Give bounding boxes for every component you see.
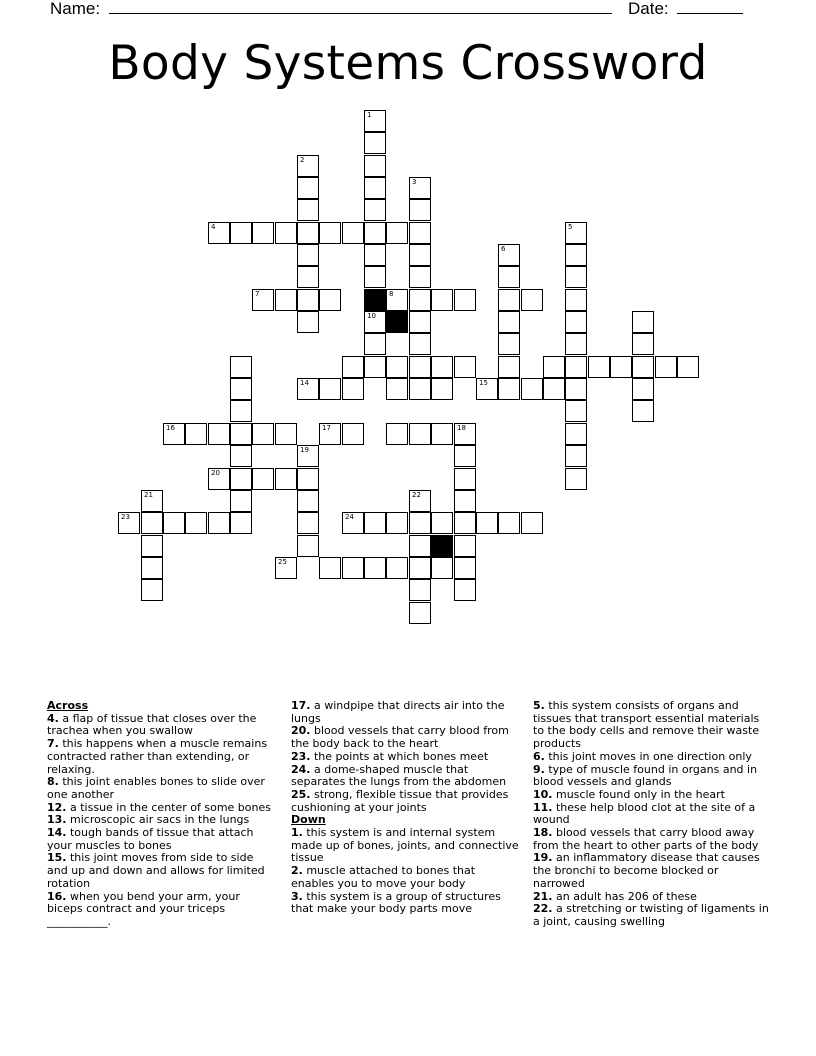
clue-item: [291, 725, 521, 750]
grid-cell[interactable]: [319, 289, 341, 311]
clue-item-text: this system is and internal system made up of bones, joints, and connective tissue: [291, 826, 519, 865]
grid-cell[interactable]: [655, 356, 677, 378]
clue-item-text: this joint moves from side to side and up and down and allows for limited rotation: [47, 851, 265, 890]
grid-cell[interactable]: [632, 356, 654, 378]
page-title: Body Systems Crossword: [108, 36, 708, 91]
grid-cell[interactable]: [431, 356, 453, 378]
grid-cell[interactable]: [230, 445, 252, 467]
grid-cell[interactable]: [141, 535, 163, 557]
clue-item-text: an inflammatory disease that causes the bronchi to become blocked or narrowed: [533, 851, 760, 890]
grid-cell[interactable]: [431, 423, 453, 445]
clue-item: [291, 891, 521, 916]
clue-item-text: blood vessels that carry blood from the body back to the heart: [291, 724, 509, 751]
grid-cell[interactable]: [364, 311, 386, 333]
grid-cell[interactable]: [297, 199, 319, 221]
grid-cell[interactable]: [565, 378, 587, 400]
clue-item-number: 15.: [47, 851, 67, 865]
grid-cell[interactable]: [297, 490, 319, 512]
grid-cell[interactable]: [476, 378, 498, 400]
grid-cell[interactable]: [297, 155, 319, 177]
grid-cell[interactable]: [454, 557, 476, 579]
grid-cell[interactable]: [565, 266, 587, 288]
clues-column-middle: [291, 700, 521, 916]
grid-cell[interactable]: [386, 378, 408, 400]
grid-cell[interactable]: [454, 512, 476, 534]
clue-item-text: an adult has 206 of these: [552, 889, 697, 903]
clue-item-number: 23.: [291, 749, 311, 763]
grid-cell[interactable]: [543, 356, 565, 378]
grid-cell[interactable]: [409, 244, 431, 266]
clue-item-number: 18.: [533, 826, 553, 840]
grid-cell[interactable]: [230, 468, 252, 490]
grid-cell[interactable]: [454, 423, 476, 445]
grid-cell[interactable]: [565, 222, 587, 244]
grid-cell[interactable]: [409, 378, 431, 400]
clue-item: [47, 776, 277, 801]
clue-number: 24: [345, 513, 354, 521]
grid-cell[interactable]: [141, 512, 163, 534]
grid-cell[interactable]: [230, 222, 252, 244]
grid-cell[interactable]: [252, 222, 274, 244]
grid-block: [364, 289, 386, 311]
grid-cell[interactable]: [565, 289, 587, 311]
clue-item-number: 21.: [533, 889, 553, 903]
clue-item-text: this happens when a muscle remains contracted rather than extending, or relaxing.: [47, 737, 268, 776]
clue-item-number: 6.: [533, 749, 545, 763]
grid-cell[interactable]: [342, 222, 364, 244]
grid-cell[interactable]: [297, 378, 319, 400]
grid-cell[interactable]: [409, 266, 431, 288]
grid-cell[interactable]: [431, 289, 453, 311]
grid-cell[interactable]: [454, 356, 476, 378]
grid-cell[interactable]: [632, 311, 654, 333]
grid-cell[interactable]: [141, 490, 163, 512]
grid-cell[interactable]: [386, 289, 408, 311]
clue-number: 23: [121, 513, 130, 521]
clue-number: 22: [412, 491, 421, 499]
grid-cell[interactable]: [252, 423, 274, 445]
clue-number: 10: [367, 312, 376, 320]
grid-block: [386, 311, 408, 333]
grid-cell[interactable]: [230, 512, 252, 534]
grid-cell[interactable]: [409, 289, 431, 311]
grid-cell[interactable]: [364, 266, 386, 288]
grid-cell[interactable]: [252, 468, 274, 490]
grid-cell[interactable]: [409, 222, 431, 244]
clue-item-text: a windpipe that directs air into the lungs: [291, 699, 505, 725]
clue-item-number: 9.: [533, 762, 545, 776]
grid-cell[interactable]: [409, 199, 431, 221]
clue-item: [533, 827, 773, 852]
grid-cell[interactable]: [632, 378, 654, 400]
grid-cell[interactable]: [386, 222, 408, 244]
grid-cell[interactable]: [230, 378, 252, 400]
clue-item: [291, 764, 521, 789]
grid-cell[interactable]: [364, 222, 386, 244]
grid-cell[interactable]: [498, 378, 520, 400]
clue-number: 15: [479, 379, 488, 387]
clue-item-number: 13.: [47, 813, 67, 827]
clue-number: 3: [412, 178, 417, 186]
grid-cell[interactable]: [230, 423, 252, 445]
grid-cell[interactable]: [141, 579, 163, 601]
grid-cell[interactable]: [185, 512, 207, 534]
grid-cell[interactable]: [364, 356, 386, 378]
clue-number: 4: [211, 223, 216, 231]
grid-cell[interactable]: [521, 378, 543, 400]
clue-item: [47, 713, 277, 738]
grid-cell[interactable]: [342, 423, 364, 445]
grid-cell[interactable]: [364, 512, 386, 534]
clue-item: [47, 827, 277, 852]
name-label: Name:: [50, 0, 101, 18]
clue-item-text: a tissue in the center of some bones: [66, 800, 271, 814]
grid-cell[interactable]: [565, 445, 587, 467]
clue-item: [533, 802, 773, 827]
grid-cell[interactable]: [163, 512, 185, 534]
date-label: Date:: [628, 0, 669, 18]
grid-cell[interactable]: [409, 557, 431, 579]
grid-cell[interactable]: [386, 557, 408, 579]
clue-item-text: microscopic air sacs in the lungs: [66, 813, 250, 827]
grid-cell[interactable]: [632, 400, 654, 422]
grid-cell[interactable]: [409, 512, 431, 534]
clue-item: [533, 764, 773, 789]
grid-cell[interactable]: [498, 512, 520, 534]
clue-item: [291, 827, 521, 865]
grid-cell[interactable]: [342, 378, 364, 400]
grid-cell[interactable]: [521, 512, 543, 534]
grid-cell[interactable]: [275, 222, 297, 244]
grid-cell[interactable]: [431, 512, 453, 534]
grid-cell[interactable]: [677, 356, 699, 378]
clue-item: [47, 852, 277, 890]
clue-item-text: the points at which bones meet: [310, 749, 489, 763]
grid-cell[interactable]: [454, 445, 476, 467]
clue-item-number: 25.: [291, 787, 311, 801]
clue-number: 1: [367, 111, 372, 119]
clue-item-number: 17.: [291, 699, 311, 712]
clue-number: 17: [322, 424, 331, 432]
clue-number: 21: [144, 491, 153, 499]
clue-item-number: 1.: [291, 826, 303, 840]
grid-cell[interactable]: [565, 423, 587, 445]
grid-cell[interactable]: [409, 535, 431, 557]
clue-number: 18: [457, 424, 466, 432]
grid-cell[interactable]: [454, 490, 476, 512]
grid-cell[interactable]: [364, 199, 386, 221]
grid-cell[interactable]: [275, 468, 297, 490]
grid-cell[interactable]: [230, 490, 252, 512]
clue-item-text: these help blood clot at the site of a wound: [533, 800, 756, 827]
name-line[interactable]: [109, 0, 612, 14]
name-field[interactable]: [50, 0, 612, 20]
grid-cell[interactable]: [431, 378, 453, 400]
clue-item-number: 7.: [47, 737, 59, 751]
grid-cell[interactable]: [431, 557, 453, 579]
grid-cell[interactable]: [364, 244, 386, 266]
clue-number: 2: [300, 156, 305, 164]
grid-cell[interactable]: [297, 535, 319, 557]
grid-cell[interactable]: [297, 289, 319, 311]
grid-cell[interactable]: [386, 356, 408, 378]
grid-cell[interactable]: [208, 222, 230, 244]
grid-cell[interactable]: [275, 423, 297, 445]
grid-cell[interactable]: [297, 266, 319, 288]
grid-cell[interactable]: [543, 378, 565, 400]
clues-column-across: [47, 700, 277, 929]
grid-cell[interactable]: [230, 356, 252, 378]
clue-item-number: 3.: [291, 889, 303, 903]
clue-item: [291, 789, 521, 814]
grid-cell[interactable]: [297, 445, 319, 467]
grid-cell[interactable]: [476, 512, 498, 534]
grid-cell[interactable]: [565, 468, 587, 490]
grid-cell[interactable]: [409, 356, 431, 378]
grid-cell[interactable]: [498, 356, 520, 378]
grid-cell[interactable]: [498, 333, 520, 355]
clue-item-number: 22.: [533, 902, 553, 916]
grid-cell[interactable]: [364, 333, 386, 355]
grid-cell[interactable]: [252, 289, 274, 311]
grid-cell[interactable]: [498, 289, 520, 311]
grid-cell[interactable]: [364, 557, 386, 579]
clue-item-text: this joint enables bones to slide over one another: [47, 775, 265, 801]
grid-cell[interactable]: [297, 311, 319, 333]
grid-cell[interactable]: [342, 356, 364, 378]
clue-item: [533, 852, 773, 890]
grid-cell[interactable]: [565, 244, 587, 266]
grid-cell[interactable]: [498, 311, 520, 333]
clue-item-number: 10.: [533, 787, 553, 801]
clue-number: 14: [300, 379, 309, 387]
clue-item-number: 24.: [291, 762, 311, 776]
clue-number: 5: [568, 223, 573, 231]
date-line[interactable]: [677, 0, 743, 14]
clue-item-text: muscle found only in the heart: [552, 787, 725, 801]
clue-item: [533, 903, 773, 928]
clue-item-number: 11.: [533, 800, 553, 814]
grid-cell[interactable]: [454, 289, 476, 311]
clue-number: 16: [166, 424, 175, 432]
grid-cell[interactable]: [364, 110, 386, 132]
grid-cell[interactable]: [208, 512, 230, 534]
clue-item-text: a dome-shaped muscle that separates the lungs from the abdomen: [291, 762, 507, 789]
clue-number: 20: [211, 469, 220, 477]
grid-cell[interactable]: [386, 512, 408, 534]
clue-number: 6: [501, 245, 506, 253]
grid-cell[interactable]: [565, 311, 587, 333]
clue-item-number: 8.: [47, 775, 59, 789]
grid-cell[interactable]: [454, 468, 476, 490]
grid-cell[interactable]: [454, 535, 476, 557]
clue-item: [291, 700, 521, 725]
clue-item: [291, 865, 521, 890]
grid-cell[interactable]: [565, 333, 587, 355]
grid-cell[interactable]: [208, 423, 230, 445]
grid-cell[interactable]: [364, 155, 386, 177]
clue-item-text: a flap of tissue that closes over the trachea when you swallow: [47, 711, 257, 738]
grid-cell[interactable]: [141, 557, 163, 579]
clue-number: 7: [255, 290, 260, 298]
clue-item-text: this system is a group of structures that make your body parts move: [291, 889, 501, 916]
grid-cell[interactable]: [185, 423, 207, 445]
grid-cell[interactable]: [364, 177, 386, 199]
date-field[interactable]: [628, 0, 743, 20]
grid-cell[interactable]: [610, 356, 632, 378]
grid-cell[interactable]: [297, 244, 319, 266]
grid-cell[interactable]: [275, 289, 297, 311]
clue-section-heading: Down: [291, 813, 326, 827]
clue-item-number: 12.: [47, 800, 67, 814]
clue-item-number: 4.: [47, 711, 59, 725]
grid-cell[interactable]: [409, 177, 431, 199]
grid-cell[interactable]: [163, 423, 185, 445]
grid-cell[interactable]: [342, 557, 364, 579]
grid-cell[interactable]: [297, 222, 319, 244]
grid-cell[interactable]: [319, 423, 341, 445]
grid-cell[interactable]: [498, 266, 520, 288]
grid-cell[interactable]: [364, 132, 386, 154]
clue-item: [47, 891, 277, 929]
grid-cell[interactable]: [565, 356, 587, 378]
clue-item-text: when you bend your arm, your biceps contract and your triceps ___________.: [47, 889, 240, 928]
grid-cell[interactable]: [498, 244, 520, 266]
clue-item-number: 16.: [47, 889, 67, 903]
clue-item-text: this system consists of organs and tissues that transport essential materials to the body cells and remove their waste products: [533, 699, 760, 751]
clue-number: 19: [300, 446, 309, 454]
clue-item-text: a stretching or twisting of ligaments in a joint, causing swelling: [533, 902, 769, 928]
grid-block: [431, 535, 453, 557]
grid-cell[interactable]: [297, 512, 319, 534]
grid-cell[interactable]: [409, 311, 431, 333]
clue-item-text: blood vessels that carry blood away from the heart to other parts of the body: [533, 826, 759, 852]
clue-item-number: 5.: [533, 699, 545, 712]
grid-cell[interactable]: [319, 557, 341, 579]
clue-item: [47, 738, 277, 776]
grid-cell[interactable]: [588, 356, 610, 378]
grid-cell[interactable]: [521, 289, 543, 311]
clue-item-number: 20.: [291, 724, 311, 738]
clue-item-number: 19.: [533, 851, 553, 865]
clues-column-down: [533, 700, 773, 929]
grid-cell[interactable]: [297, 468, 319, 490]
grid-cell[interactable]: [409, 602, 431, 624]
clue-item-number: 14.: [47, 826, 67, 840]
grid-cell[interactable]: [275, 557, 297, 579]
clue-item-text: strong, flexible tissue that provides cushioning at your joints: [291, 787, 509, 814]
clue-item-text: tough bands of tissue that attach your muscles to bones: [47, 826, 254, 852]
grid-cell[interactable]: [230, 400, 252, 422]
grid-cell[interactable]: [632, 333, 654, 355]
clue-item-text: muscle attached to bones that enables you to move your body: [291, 864, 476, 890]
clue-section-heading: Across: [47, 699, 89, 712]
clue-item-text: this joint moves in one direction only: [544, 749, 752, 763]
grid-cell[interactable]: [319, 222, 341, 244]
grid-cell[interactable]: [409, 579, 431, 601]
grid-cell[interactable]: [208, 468, 230, 490]
grid-cell[interactable]: [565, 400, 587, 422]
clue-number: 8: [389, 290, 394, 298]
grid-cell[interactable]: [118, 512, 140, 534]
grid-cell[interactable]: [409, 423, 431, 445]
clue-item: [533, 700, 773, 751]
grid-cell[interactable]: [319, 378, 341, 400]
grid-cell[interactable]: [409, 490, 431, 512]
grid-cell[interactable]: [342, 512, 364, 534]
clue-number: 25: [278, 558, 287, 566]
grid-cell[interactable]: [297, 177, 319, 199]
clue-item-number: 2.: [291, 864, 303, 878]
grid-cell[interactable]: [386, 423, 408, 445]
grid-cell[interactable]: [454, 579, 476, 601]
clue-item-text: type of muscle found in organs and in blood vessels and glands: [533, 762, 758, 789]
grid-cell[interactable]: [409, 333, 431, 355]
